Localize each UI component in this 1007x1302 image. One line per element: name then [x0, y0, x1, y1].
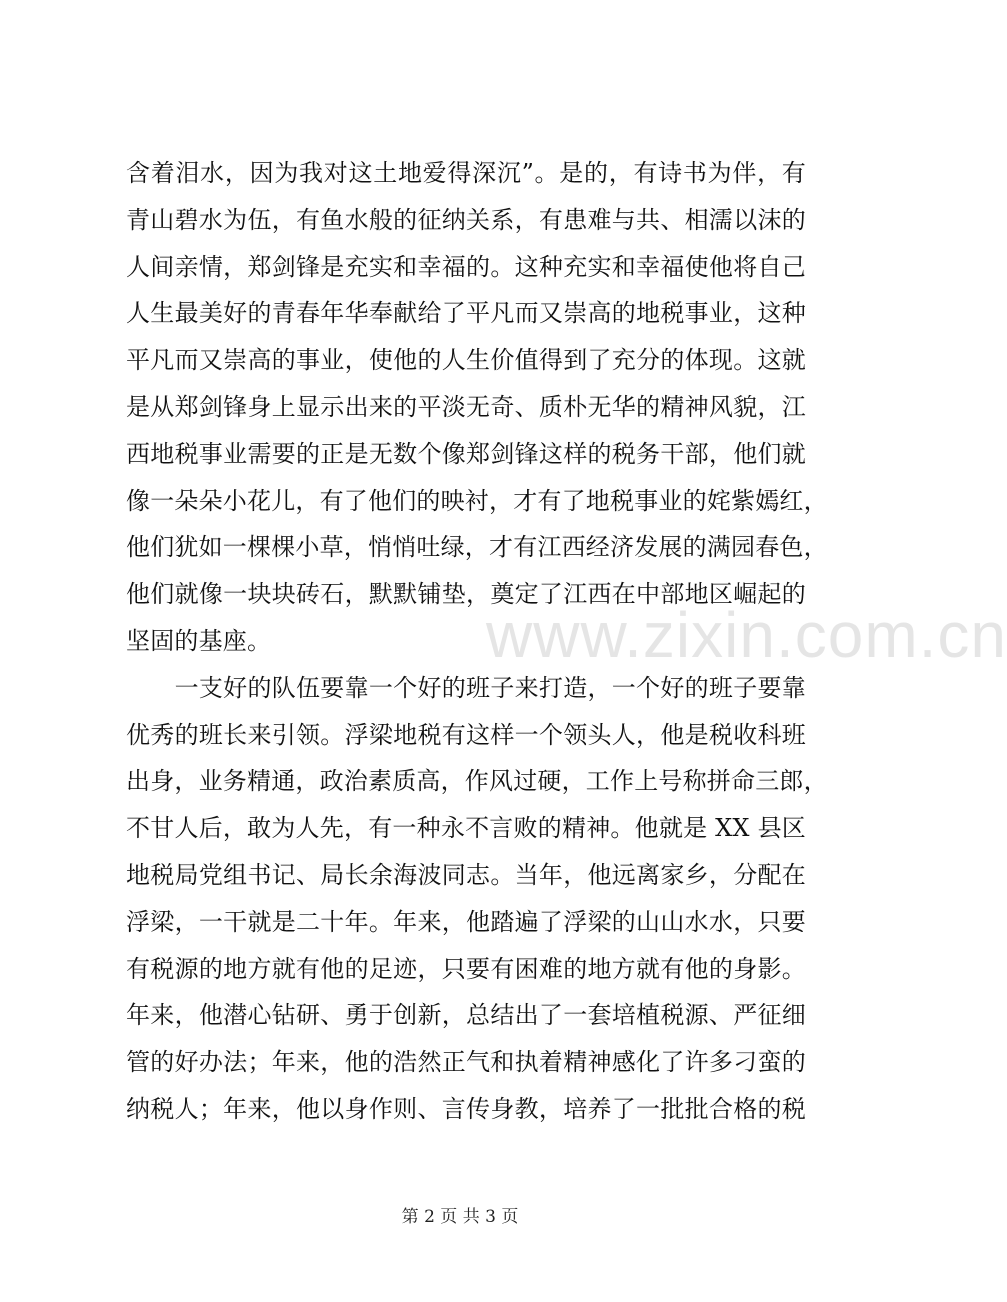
text-line: 像一朵朵小花儿，有了他们的映衬，才有了地税事业的姹紫嫣红， — [126, 486, 828, 515]
text-line: 坚固的基座。 — [126, 626, 272, 655]
text-line: 管的好办法；年来，他的浩然正气和执着精神感化了许多刁蛮的 — [126, 1048, 806, 1077]
text-line: 人生最美好的青春年华奉献给了平凡而又崇高的地税事业，这种 — [126, 299, 806, 328]
text-line: 他们就像一块块砖石，默默铺垫，奠定了江西在中部地区崛起的 — [126, 580, 806, 609]
text-line: 地税局党组书记、局长余海波同志。当年，他远离家乡，分配在 — [126, 860, 806, 889]
text-line: 纳税人；年来，他以身作则、言传身教，培养了一批批合格的税 — [126, 1094, 806, 1123]
text-line: 出身，业务精通，政治素质高，作风过硬，工作上号称拼命三郎， — [126, 767, 828, 796]
text-line: 一支好的队伍要靠一个好的班子来打造，一个好的班子要靠 — [126, 673, 806, 702]
text-line: 是从郑剑锋身上显示出来的平淡无奇、质朴无华的精神风貌，江 — [126, 392, 806, 421]
page-footer: 第 2 页 共 3 页 — [401, 1207, 519, 1227]
text-line: 平凡而又崇高的事业，使他的人生价值得到了充分的体现。这就 — [126, 346, 806, 375]
text-line: 浮梁，一干就是二十年。年来，他踏遍了浮梁的山山水水，只要 — [126, 907, 806, 936]
watermark: www.zixin.com.cn — [486, 599, 1007, 671]
text-line: 年来，他潜心钻研、勇于创新，总结出了一套培植税源、严征细 — [126, 1001, 806, 1030]
text-line: 有税源的地方就有他的足迹，只要有困难的地方就有他的身影。 — [126, 954, 806, 983]
paragraph-2 — [126, 665, 828, 1133]
text-line: 人间亲情，郑剑锋是充实和幸福的。这种充实和幸福使他将自己 — [126, 252, 806, 281]
text-line: 西地税事业需要的正是无数个像郑剑锋这样的税务干部，他们就 — [126, 439, 806, 468]
text-line: 青山碧水为伍，有鱼水般的征纳关系，有患难与共、相濡以沫的 — [126, 205, 806, 234]
paragraph-1 — [126, 150, 828, 665]
text-line: 优秀的班长来引领。浮梁地税有这样一个领头人，他是税收科班 — [126, 720, 806, 749]
text-line: 含着泪水，因为我对这土地爱得深沉”。是的，有诗书为伴，有 — [126, 159, 806, 187]
text-line: 不甘人后，敢为人先，有一种永不言败的精神。他就是 XX 县区 — [126, 814, 806, 843]
text-line: 他们犹如一棵棵小草，悄悄吐绿，才有江西经济发展的满园春色， — [126, 533, 828, 562]
